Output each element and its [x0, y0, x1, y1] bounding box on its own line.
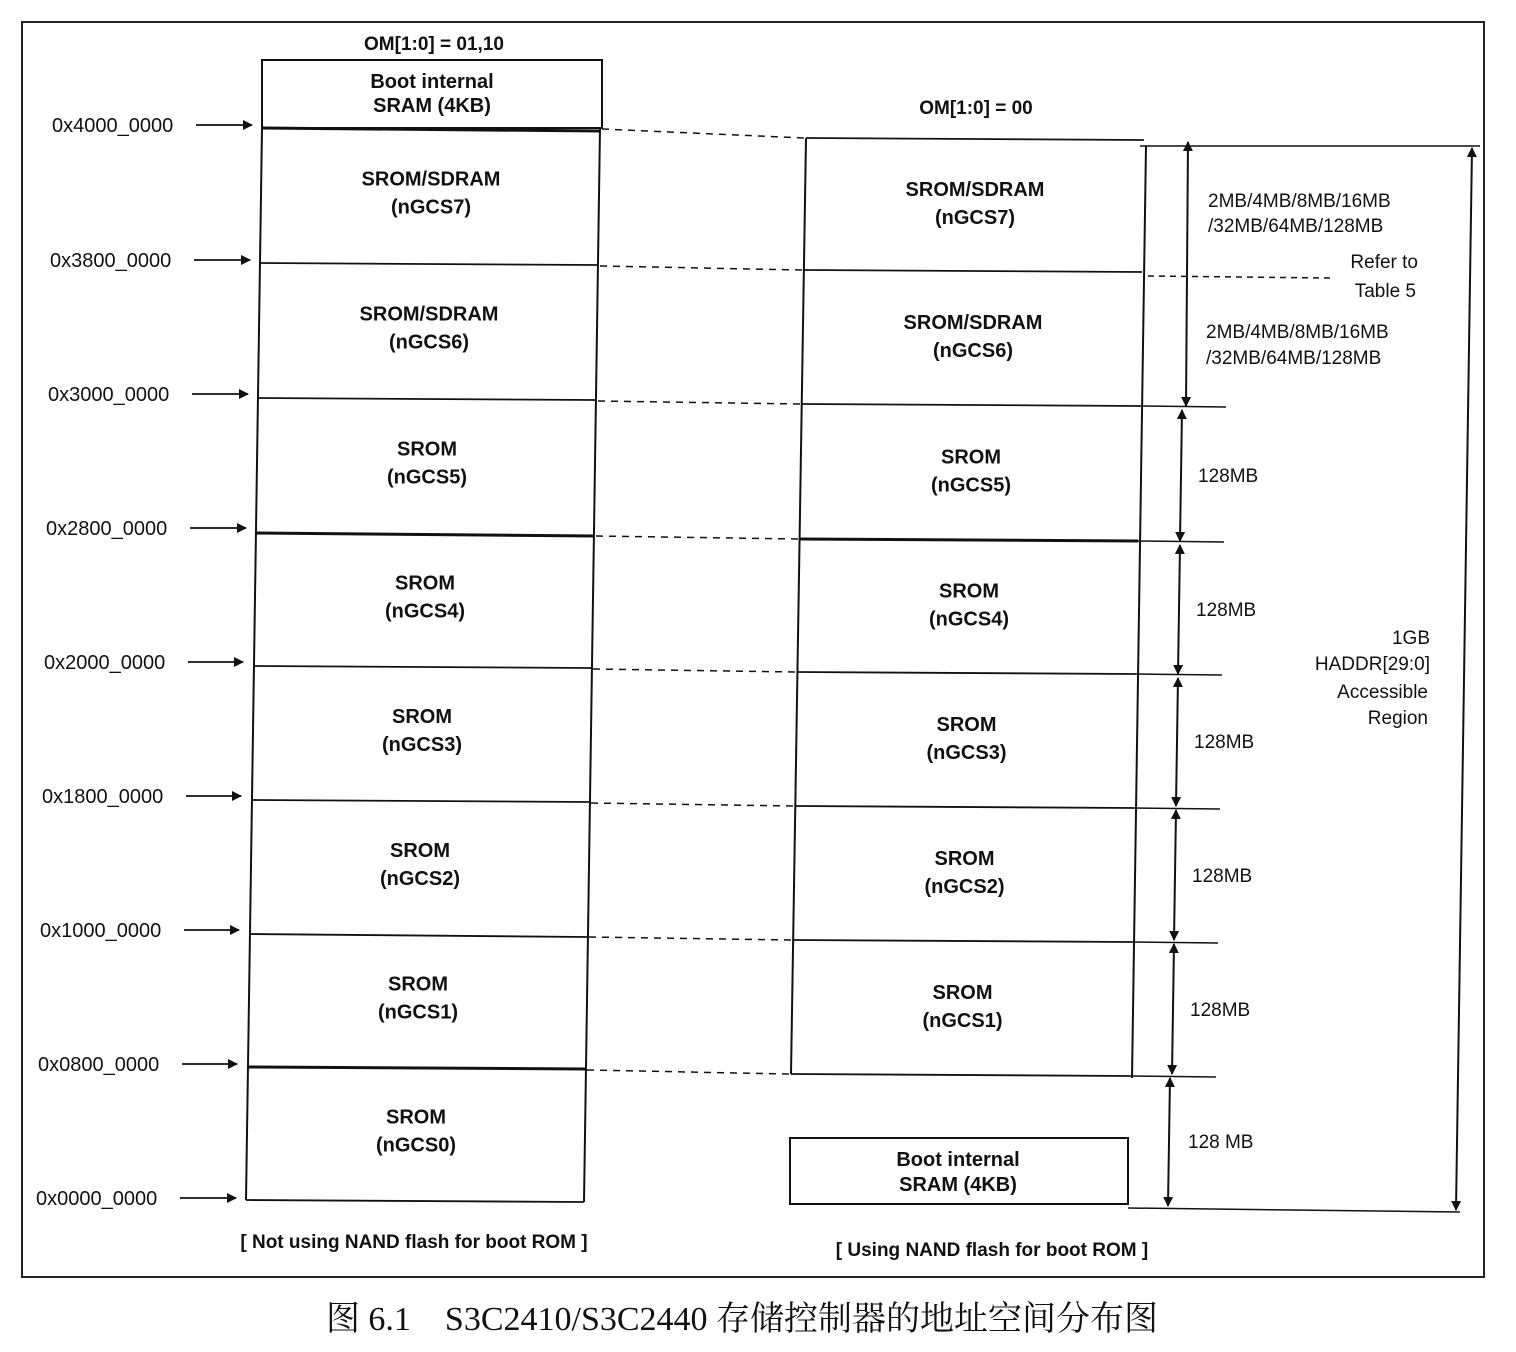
left-bank-boundary	[249, 934, 587, 937]
dashed-connector	[598, 401, 800, 404]
size-arrow	[1176, 678, 1178, 806]
sdram-size-bottom-line2: /32MB/64MB/128MB	[1206, 348, 1382, 369]
right-bank-chipselect: (nGCS1)	[922, 1010, 1003, 1032]
right-bank-boundary	[806, 138, 1144, 140]
left-bank-boundary	[260, 263, 598, 265]
left-bank-chipselect: (nGCS7)	[391, 196, 471, 219]
right-column-left-edge	[791, 138, 806, 1074]
bank-size-label: 128MB	[1190, 1000, 1251, 1021]
refer-dashed-line	[1148, 276, 1330, 278]
left-bank-chipselect: (nGCS3)	[382, 734, 462, 756]
left-bank-name: SROM	[390, 840, 450, 862]
right-map-header: OM[1:0] = 00	[919, 98, 1033, 119]
left-map-header: OM[1:0] = 01,10	[364, 34, 504, 55]
left-bank-boundary	[253, 666, 591, 668]
total-accessible: Accessible	[1337, 682, 1428, 703]
address-label: 0x1000_0000	[40, 920, 162, 942]
right-bank-name: SROM/SDRAM	[905, 179, 1045, 201]
right-bank-name: SROM	[932, 982, 993, 1004]
size-arrow	[1186, 142, 1188, 406]
bank-size-label: 128 MB	[1188, 1132, 1254, 1153]
left-bank-boundary	[258, 398, 596, 400]
size-arrow	[1172, 944, 1174, 1074]
address-label: 0x3000_0000	[48, 384, 170, 406]
left-bank-boundary	[246, 1200, 584, 1202]
total-size-1gb: 1GB	[1391, 628, 1430, 649]
left-bank-name: SROM	[388, 973, 448, 996]
dashed-connector	[596, 536, 798, 539]
right-bank-tick	[1140, 406, 1226, 407]
sdram-size-bottom-line1: 2MB/4MB/8MB/16MB	[1206, 322, 1389, 343]
left-bank-column	[246, 128, 600, 1202]
right-bank-chipselect: (nGCS5)	[931, 474, 1011, 497]
size-arrow	[1168, 1078, 1170, 1206]
right-boot-sram-line2: SRAM (4KB)	[899, 1174, 1017, 1196]
left-bank-name: SROM	[392, 706, 452, 728]
table-5-text: Table 5	[1354, 281, 1416, 302]
left-bank-name: SROM	[386, 1106, 446, 1129]
dashed-connector	[587, 1070, 789, 1074]
dashed-connector	[591, 803, 793, 806]
right-bank-tick	[1130, 1076, 1216, 1077]
left-bank-name: SROM	[395, 572, 455, 595]
figure-caption: 图 6.1 S3C2410/S3C2440 存储控制器的地址空间分布图	[325, 1301, 1159, 1338]
address-label: 0x4000_0000	[52, 115, 174, 137]
right-bank-chipselect: (nGCS6)	[933, 340, 1013, 362]
size-arrow	[1178, 545, 1180, 674]
left-bank-name: SROM	[397, 438, 457, 461]
right-bank-boundary	[791, 1074, 1130, 1076]
right-bank-tick	[1134, 808, 1220, 809]
right-bank-name: SROM/SDRAM	[903, 312, 1043, 334]
size-arrow	[1174, 810, 1176, 940]
bank-size-label: 128MB	[1196, 600, 1257, 621]
right-bottom-line	[1128, 1208, 1460, 1212]
left-bank-chipselect: (nGCS2)	[380, 868, 460, 890]
bank-size-label: 128MB	[1198, 466, 1259, 487]
left-bank-boundary	[247, 1067, 585, 1069]
left-bank-boundary	[256, 533, 594, 536]
left-bank-chipselect: (nGCS4)	[385, 600, 465, 623]
left-column-left-edge	[246, 128, 262, 1200]
right-bank-name: SROM	[936, 714, 997, 736]
left-column-right-edge	[584, 128, 600, 1202]
address-label: 0x0800_0000	[38, 1054, 160, 1076]
right-bank-column	[791, 138, 1226, 1077]
size-arrow	[1180, 410, 1182, 541]
right-bank-chipselect: (nGCS4)	[929, 608, 1009, 631]
right-bank-boundary	[797, 672, 1136, 674]
right-bank-chipselect: (nGCS2)	[924, 876, 1005, 898]
right-bank-name: SROM	[939, 580, 999, 603]
sdram-size-top-line2: /32MB/64MB/128MB	[1208, 216, 1384, 237]
left-bank-name: SROM/SDRAM	[361, 168, 501, 191]
right-bank-boundary	[804, 270, 1142, 272]
left-bank-chipselect: (nGCS1)	[378, 1001, 458, 1024]
right-bank-boundary	[802, 404, 1140, 406]
address-label: 0x2000_0000	[44, 652, 166, 674]
left-bank-chipselect: (nGCS6)	[389, 331, 469, 354]
total-haddr: HADDR[29:0]	[1314, 654, 1430, 675]
sdram-size-top-line1: 2MB/4MB/8MB/16MB	[1208, 191, 1391, 212]
right-column-edge	[1132, 146, 1146, 1078]
total-region-arrow	[1456, 148, 1472, 1210]
bank-size-label: 128MB	[1192, 866, 1253, 887]
dashed-connector	[589, 937, 791, 940]
total-region: Region	[1367, 708, 1428, 729]
right-bank-tick	[1138, 541, 1224, 542]
left-bank-chipselect: (nGCS0)	[376, 1134, 456, 1157]
right-footer: [ Using NAND flash for boot ROM ]	[835, 1240, 1149, 1261]
address-label: 0x2800_0000	[46, 518, 168, 540]
right-bank-name: SROM	[941, 446, 1001, 469]
address-label: 0x0000_0000	[36, 1188, 158, 1210]
left-bank-name: SROM/SDRAM	[359, 303, 499, 326]
left-footer: [ Not using NAND flash for boot ROM ]	[240, 1232, 588, 1253]
right-bank-boundary	[800, 539, 1138, 541]
address-label: 0x1800_0000	[42, 786, 164, 808]
left-boot-sram-line1: Boot internal	[370, 71, 494, 93]
left-bank-chipselect: (nGCS5)	[387, 466, 467, 489]
right-bank-boundary	[793, 940, 1132, 942]
dashed-connector	[600, 266, 802, 270]
address-label: 0x3800_0000	[50, 250, 172, 272]
left-bank-boundary	[251, 800, 589, 802]
bank-size-label: 128MB	[1194, 732, 1255, 753]
right-bank-tick	[1136, 674, 1222, 675]
dashed-connector	[602, 129, 804, 138]
refer-to-text: Refer to	[1350, 252, 1418, 273]
right-bank-name: SROM	[934, 848, 995, 870]
right-bank-chipselect: (nGCS7)	[935, 207, 1015, 229]
right-boot-sram-line1: Boot internal	[896, 1149, 1020, 1171]
left-boot-sram-line2: SRAM (4KB)	[373, 95, 491, 117]
address-labels	[36, 115, 252, 1210]
right-bank-chipselect: (nGCS3)	[926, 742, 1007, 764]
right-bank-tick	[1132, 942, 1218, 943]
right-bank-boundary	[795, 806, 1134, 808]
dashed-connectors	[587, 129, 804, 1074]
dashed-connector	[593, 669, 795, 672]
